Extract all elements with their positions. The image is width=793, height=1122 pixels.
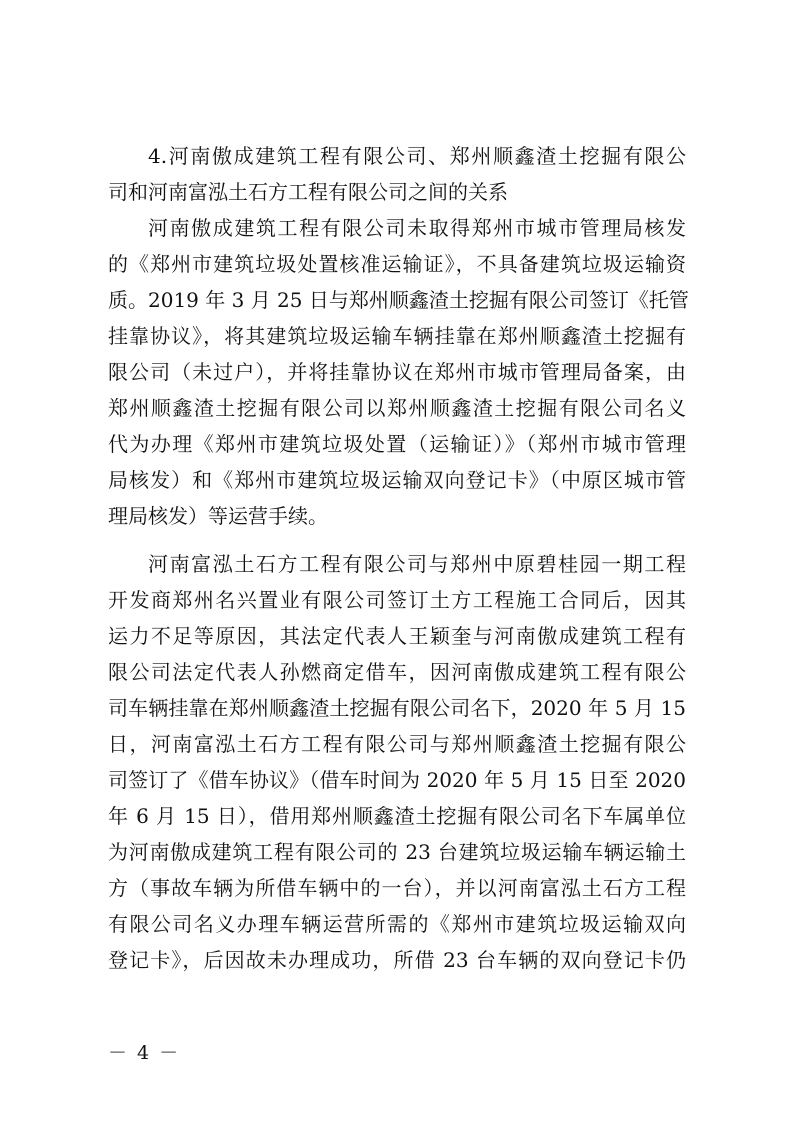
paragraph-1-line-7: 代为办理《郑州市建筑垃圾处置（运输证）》（郑州市城市管理 xyxy=(108,432,686,456)
paragraph-2-line-2: 开发商郑州名兴置业有限公司签订土方工程施工合同后，因其 xyxy=(108,588,686,612)
paragraph-1-line-2: 的《郑州市建筑垃圾处置核准运输证》，不具备建筑垃圾运输资 xyxy=(108,252,686,276)
paragraph-2-line-4: 限公司法定代表人孙燃商定借车，因河南傲成建筑工程有限公 xyxy=(108,660,686,684)
paragraph-1-line-8: 局核发）和《郑州市建筑垃圾运输双向登记卡》（中原区城市管 xyxy=(108,468,686,492)
paragraph-1-line-4: 挂靠协议》，将其建筑垃圾运输车辆挂靠在郑州顺鑫渣土挖掘有 xyxy=(108,324,686,348)
paragraph-2-line-3: 运力不足等原因，其法定代表人王颖奎与河南傲成建筑工程有 xyxy=(108,624,686,648)
paragraph-2-line-5: 司车辆挂靠在郑州顺鑫渣土挖掘有限公司名下，2020 年 5 月 15 xyxy=(108,696,686,720)
paragraph-2-line-8: 年 6 月 15 日），借用郑州顺鑫渣土挖掘有限公司名下车属单位 xyxy=(108,804,686,828)
paragraph-1-line-9: 理局核发）等运营手续。 xyxy=(108,504,328,528)
page-number: － 4 － xyxy=(108,1042,181,1064)
paragraph-2-line-9: 为河南傲成建筑工程有限公司的 23 台建筑垃圾运输车辆运输土 xyxy=(108,840,686,864)
paragraph-2-line-11: 有限公司名义办理车辆运营所需的《郑州市建筑垃圾运输双向 xyxy=(108,912,686,936)
paragraph-1-line-3: 质。2019 年 3 月 25 日与郑州顺鑫渣土挖掘有限公司签订《托管 xyxy=(108,288,689,312)
section-heading-line-1: 4.河南傲成建筑工程有限公司、郑州顺鑫渣土挖掘有限公 xyxy=(148,144,686,168)
paragraph-1-line-1: 河南傲成建筑工程有限公司未取得郑州市城市管理局核发 xyxy=(148,216,686,240)
paragraph-2-line-1: 河南富泓土石方工程有限公司与郑州中原碧桂园一期工程 xyxy=(148,552,686,576)
paragraph-2-line-6: 日，河南富泓土石方工程有限公司与郑州顺鑫渣土挖掘有限公 xyxy=(108,732,686,756)
section-heading-line-2: 司和河南富泓土石方工程有限公司之间的关系 xyxy=(108,180,508,204)
paragraph-2-line-12: 登记卡》，后因故未办理成功，所借 23 台车辆的双向登记卡仍 xyxy=(108,948,686,972)
paragraph-1-line-5: 限公司（未过户），并将挂靠协议在郑州市城市管理局备案，由 xyxy=(108,360,686,384)
paragraph-1-line-6: 郑州顺鑫渣土挖掘有限公司以郑州顺鑫渣土挖掘有限公司名义 xyxy=(108,396,686,420)
paragraph-2-line-7: 司签订了《借车协议》（借车时间为 2020 年 5 月 15 日至 2020 xyxy=(108,768,686,792)
paragraph-2-line-10: 方（事故车辆为所借车辆中的一台），并以河南富泓土石方工程 xyxy=(108,876,686,900)
